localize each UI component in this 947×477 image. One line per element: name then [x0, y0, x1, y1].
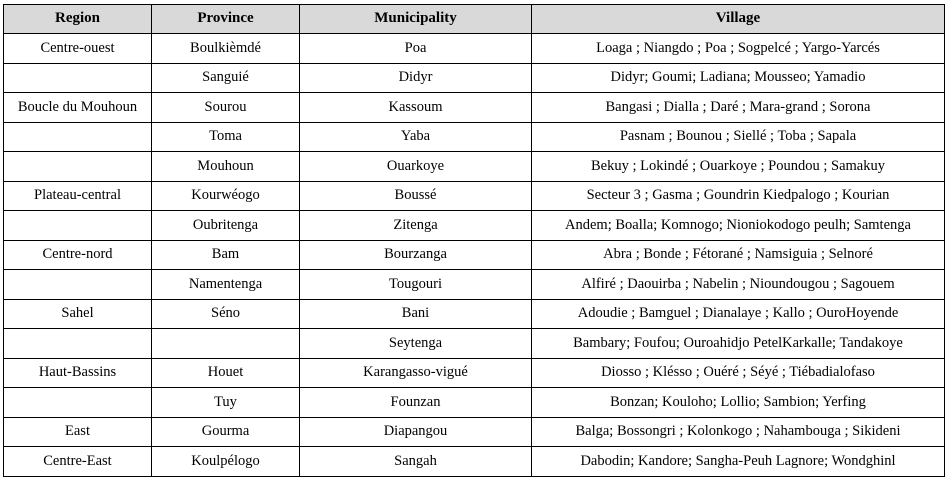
cell-municipality: Karangasso-vigué [300, 358, 532, 388]
cell-village: Bekuy ; Lokindé ; Ouarkoye ; Poundou ; Samakuy [532, 152, 945, 182]
cell-region [4, 388, 152, 418]
table-row [4, 211, 945, 241]
cell-municipality: Seytenga [300, 329, 532, 359]
column-header-village: Village [532, 5, 945, 34]
regions-villages-table [3, 4, 945, 477]
cell-province: Toma [152, 122, 300, 152]
cell-province: Sanguié [152, 63, 300, 93]
cell-village: Adoudie ; Bamguel ; Dianalaye ; Kallo ; OuroHoyende [532, 299, 945, 329]
cell-region [4, 270, 152, 300]
cell-region: Sahel [4, 299, 152, 329]
cell-village: Diosso ; Klésso ; Ouéré ; Séyé ; Tiébadialofaso [532, 358, 945, 388]
cell-municipality: Zitenga [300, 211, 532, 241]
cell-province: Namentenga [152, 270, 300, 300]
cell-municipality: Founzan [300, 388, 532, 418]
cell-region [4, 63, 152, 93]
cell-province: Sourou [152, 93, 300, 123]
cell-province: Gourma [152, 417, 300, 447]
cell-village: Pasnam ; Bounou ; Siellé ; Toba ; Sapala [532, 122, 945, 152]
table-header [4, 5, 945, 34]
table-row [4, 34, 945, 64]
cell-municipality: Bani [300, 299, 532, 329]
table-row [4, 122, 945, 152]
cell-province [152, 329, 300, 359]
cell-village: Bonzan; Kouloho; Lollio; Sambion; Yerfing [532, 388, 945, 418]
cell-province: Boulkièmdé [152, 34, 300, 64]
cell-municipality: Yaba [300, 122, 532, 152]
cell-province: Kourwéogo [152, 181, 300, 211]
cell-province: Koulpélogo [152, 447, 300, 477]
cell-province: Tuy [152, 388, 300, 418]
cell-region [4, 211, 152, 241]
table-row [4, 270, 945, 300]
cell-region: Boucle du Mouhoun [4, 93, 152, 123]
table-row [4, 93, 945, 123]
cell-province: Oubritenga [152, 211, 300, 241]
cell-village: Balga; Bossongri ; Kolonkogo ; Nahambouga ; Sikideni [532, 417, 945, 447]
cell-village: Dabodin; Kandore; Sangha-Peuh Lagnore; Wondghinl [532, 447, 945, 477]
table-row [4, 329, 945, 359]
table-row [4, 447, 945, 477]
cell-municipality: Ouarkoye [300, 152, 532, 182]
cell-village: Abra ; Bonde ; Fétorané ; Namsiguia ; Selnoré [532, 240, 945, 270]
table-row [4, 417, 945, 447]
cell-municipality: Bourzanga [300, 240, 532, 270]
cell-village: Alfiré ; Daouirba ; Nabelin ; Nioundougou ; Sagouem [532, 270, 945, 300]
cell-region: Plateau-central [4, 181, 152, 211]
table-row [4, 299, 945, 329]
cell-region: Centre-ouest [4, 34, 152, 64]
table-row [4, 152, 945, 182]
table-row [4, 181, 945, 211]
cell-region: Haut-Bassins [4, 358, 152, 388]
cell-region: East [4, 417, 152, 447]
cell-province: Houet [152, 358, 300, 388]
cell-province: Bam [152, 240, 300, 270]
cell-village: Loaga ; Niangdo ; Poa ; Sogpelcé ; Yargo-Yarcés [532, 34, 945, 64]
cell-village: Bangasi ; Dialla ; Daré ; Mara-grand ; Sorona [532, 93, 945, 123]
column-header-province: Province [152, 5, 300, 34]
cell-region: Centre-East [4, 447, 152, 477]
cell-municipality: Boussé [300, 181, 532, 211]
cell-municipality: Didyr [300, 63, 532, 93]
cell-municipality: Poa [300, 34, 532, 64]
cell-region: Centre-nord [4, 240, 152, 270]
cell-village: Didyr; Goumi; Ladiana; Mousseo; Yamadio [532, 63, 945, 93]
column-header-municipality: Municipality [300, 5, 532, 34]
cell-province: Mouhoun [152, 152, 300, 182]
table-row [4, 388, 945, 418]
cell-region [4, 329, 152, 359]
table-row [4, 358, 945, 388]
cell-municipality: Sangah [300, 447, 532, 477]
cell-municipality: Kassoum [300, 93, 532, 123]
cell-village: Secteur 3 ; Gasma ; Goundrin Kiedpalogo ; Kourian [532, 181, 945, 211]
table-body [4, 34, 945, 477]
cell-province: Séno [152, 299, 300, 329]
column-header-region: Region [4, 5, 152, 34]
cell-municipality: Tougouri [300, 270, 532, 300]
cell-region [4, 122, 152, 152]
table-row [4, 240, 945, 270]
table-header-row [4, 5, 945, 34]
cell-village: Andem; Boalla; Komnogo; Nioniokodogo peulh; Samtenga [532, 211, 945, 241]
cell-village: Bambary; Foufou; Ouroahidjo PetelKarkalle; Tandakoye [532, 329, 945, 359]
table-row [4, 63, 945, 93]
cell-municipality: Diapangou [300, 417, 532, 447]
cell-region [4, 152, 152, 182]
